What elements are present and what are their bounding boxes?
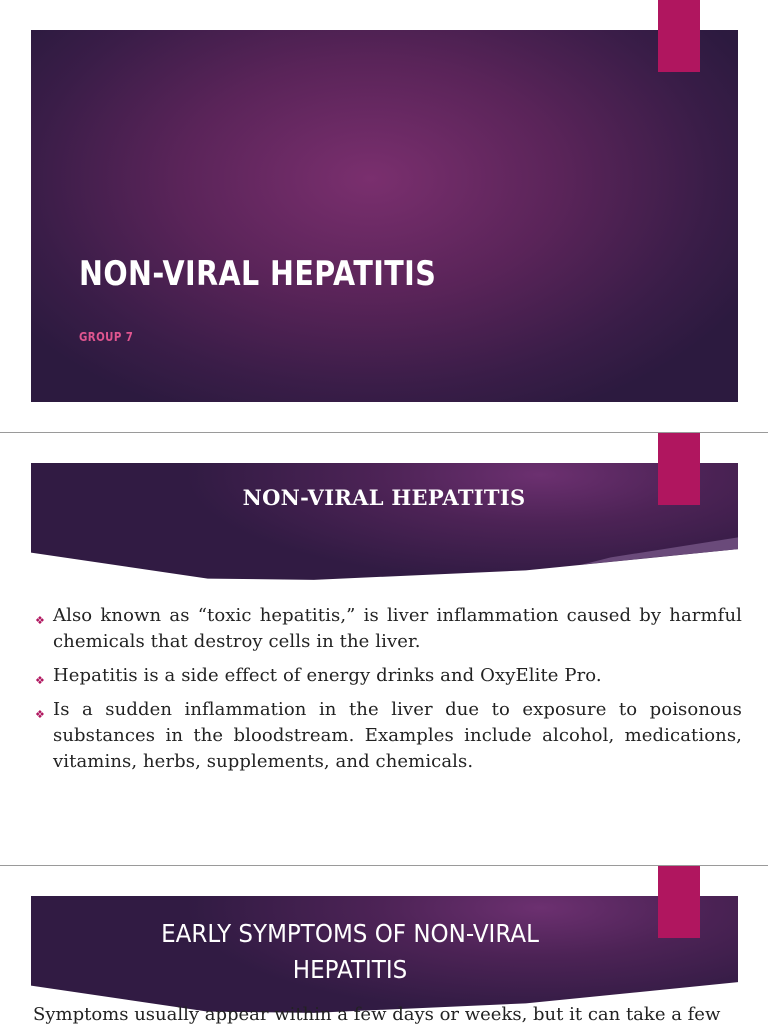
title-slide — [0, 0, 768, 432]
title-slide-background — [31, 30, 738, 402]
bullet-item — [33, 663, 742, 689]
accent-tab — [658, 0, 700, 72]
bullet-item — [33, 697, 742, 775]
bullet-text: Hepatitis is a side effect of energy drinks and OxyElite Pro. — [53, 665, 602, 686]
bullet-list — [33, 603, 742, 783]
accent-tab — [658, 866, 700, 938]
diamond-bullet-icon: ❖ — [35, 708, 45, 721]
bullet-text: Is a sudden inflammation in the liver due to exposure to poisonous substances in the bloodstream. Examples include alcohol, medications, vitamins, herbs, supplements, and chemicals. — [53, 699, 742, 772]
slide-heading: NON-VIRAL HEPATITIS — [242, 485, 526, 510]
slide-heading: EARLY SYMPTOMS OF NON-VIRAL HEPATITIS — [161, 919, 539, 984]
diamond-bullet-icon: ❖ — [35, 614, 45, 627]
bullet-item — [33, 603, 742, 655]
slide-subtitle: GROUP 7 — [79, 330, 134, 344]
slide-body-text: Symptoms usually appear within a few days or weeks, but it can take a few — [33, 1004, 721, 1024]
slide-title: NON-VIRAL HEPATITIS — [79, 254, 437, 294]
diamond-bullet-icon: ❖ — [35, 674, 45, 687]
content-slide-symptoms — [0, 866, 768, 1024]
header-banner — [31, 463, 738, 581]
content-slide-definition — [0, 433, 768, 865]
bullet-text: Also known as “toxic hepatitis,” is liver inflammation caused by harmful chemicals that destroy cells in the liver. — [53, 605, 742, 652]
